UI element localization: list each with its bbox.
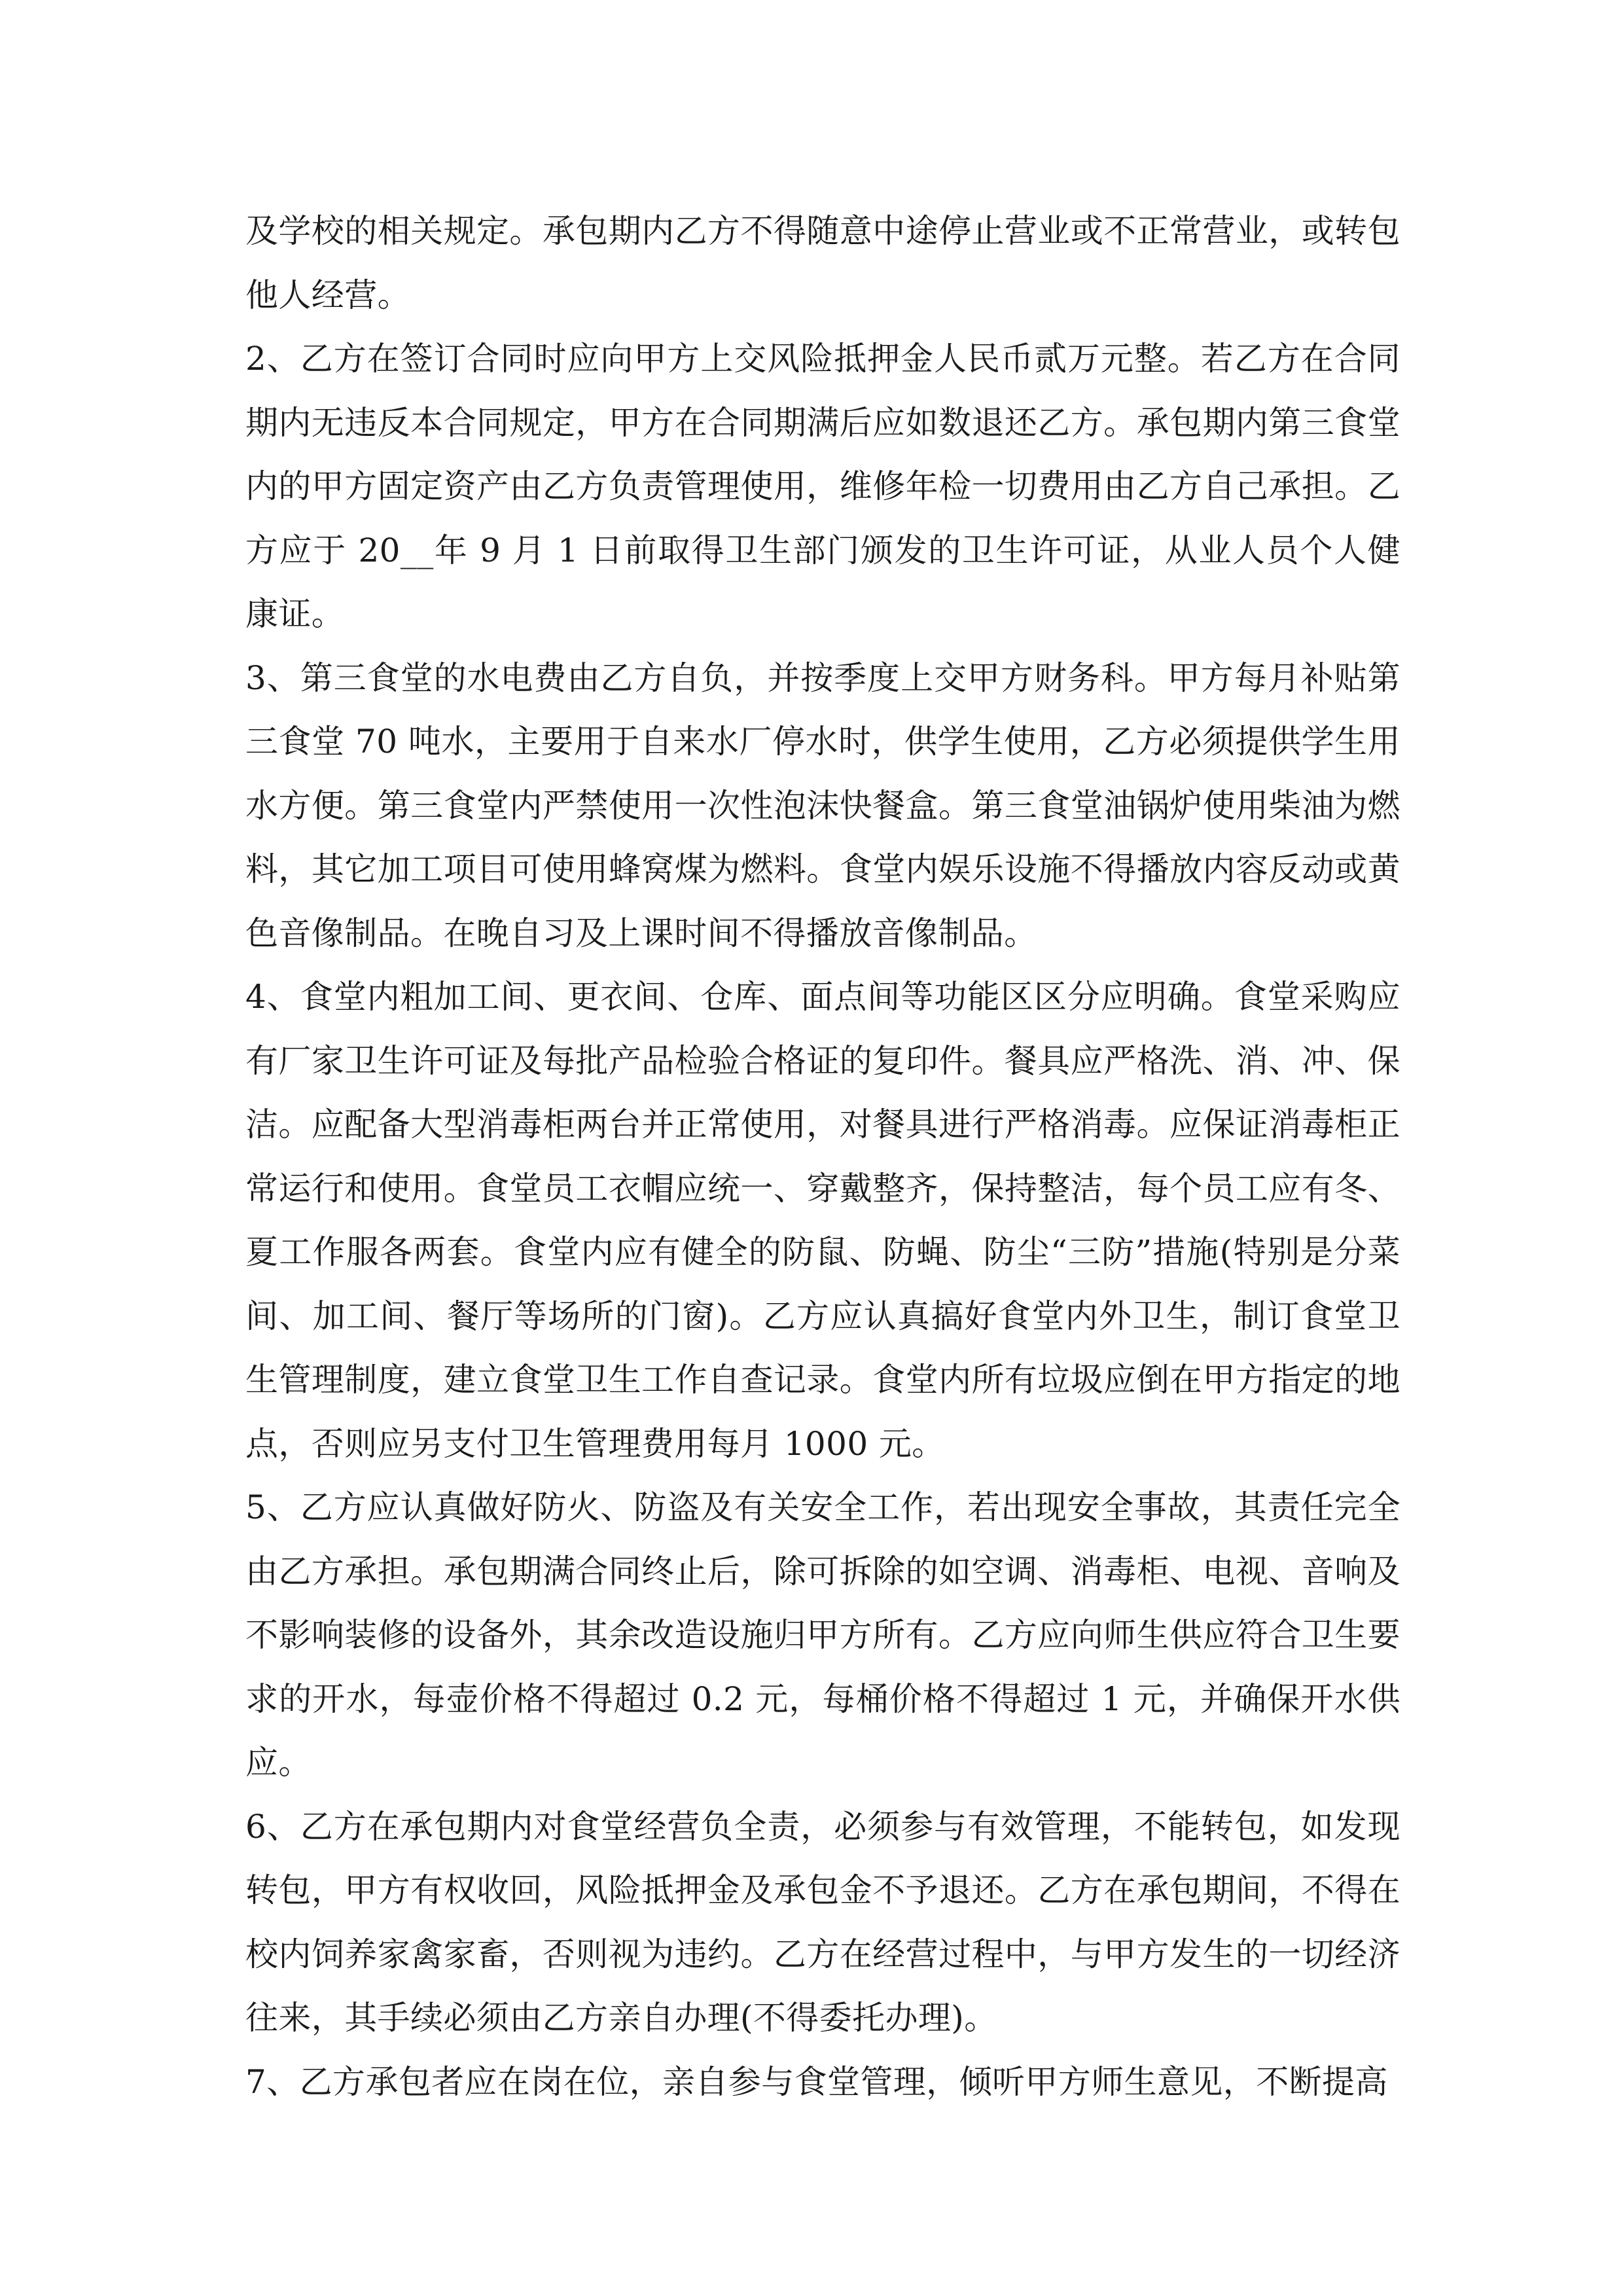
paragraph-clause-6: 6、乙方在承包期内对食堂经营负全责，必须参与有效管理，不能转包，如发现转包，甲方有权收回，风险抵押金及承包金不予退还。乙方在承包期间，不得在校内饲养家禽家畜，否则视为违约。乙方在经营过程中，与甲方发生的一切经济往来，其手续必须由乙方亲自办理(不得委托办理)。	[245, 1807, 1400, 2037]
contract-body	[245, 200, 1400, 2114]
paragraph-clause-3: 3、第三食堂的水电费由乙方自负，并按季度上交甲方财务科。甲方每月补贴第三食堂 70 吨水，主要用于自来水厂停水时，供学生使用，乙方必须提供学生用水方便。第三食堂内严禁使用一次性泡沫快餐盒。第三食堂油锅炉使用柴油为燃料，其它加工项目可使用蜂窝煤为燃料。食堂内娱乐设施不得播放内容反动或黄色音像制品。在晚自习及上课时间不得播放音像制品。	[245, 658, 1400, 952]
paragraph-clause-7: 7、乙方承包者应在岗在位，亲自参与食堂管理，倾听甲方师生意见，不断提高	[245, 2062, 1388, 2101]
paragraph-continuation: 及学校的相关规定。承包期内乙方不得随意中途停止营业或不正常营业，或转包他人经营。	[245, 212, 1400, 314]
paragraph-clause-5: 5、乙方应认真做好防火、防盗及有关安全工作，若出现安全事故，其责任完全由乙方承担。承包期满合同终止后，除可拆除的如空调、消毒柜、电视、音响及不影响装修的设备外，其余改造设施归甲方所有。乙方应向师生供应符合卫生要求的开水，每壶价格不得超过 0.2 元，每桶价格不得超过 1 元，并确保开水供应。	[245, 1488, 1400, 1782]
paragraph-clause-4: 4、食堂内粗加工间、更衣间、仓库、面点间等功能区区分应明确。食堂采购应有厂家卫生许可证及每批产品检验合格证的复印件。餐具应严格洗、消、冲、保洁。应配备大型消毒柜两台并正常使用，对餐具进行严格消毒。应保证消毒柜正常运行和使用。食堂员工衣帽应统一、穿戴整齐，保持整洁，每个员工应有冬、夏工作服各两套。食堂内应有健全的防鼠、防蝇、防尘“三防”措施(特别是分菜间、加工间、餐厅等场所的门窗)。乙方应认真搞好食堂内外卫生，制订食堂卫生管理制度，建立食堂卫生工作自查记录。食堂内所有垃圾应倒在甲方指定的地点，否则应另支付卫生管理费用每月 1000 元。	[245, 978, 1400, 1463]
paragraph-clause-2: 2、乙方在签订合同时应向甲方上交风险抵押金人民币贰万元整。若乙方在合同期内无违反本合同规定，甲方在合同期满后应如数退还乙方。承包期内第三食堂内的甲方固定资产由乙方负责管理使用，维修年检一切费用由乙方自己承担。乙方应于 20__年 9 月 1 日前取得卫生部门颁发的卫生许可证，从业人员个人健康证。	[245, 340, 1400, 633]
